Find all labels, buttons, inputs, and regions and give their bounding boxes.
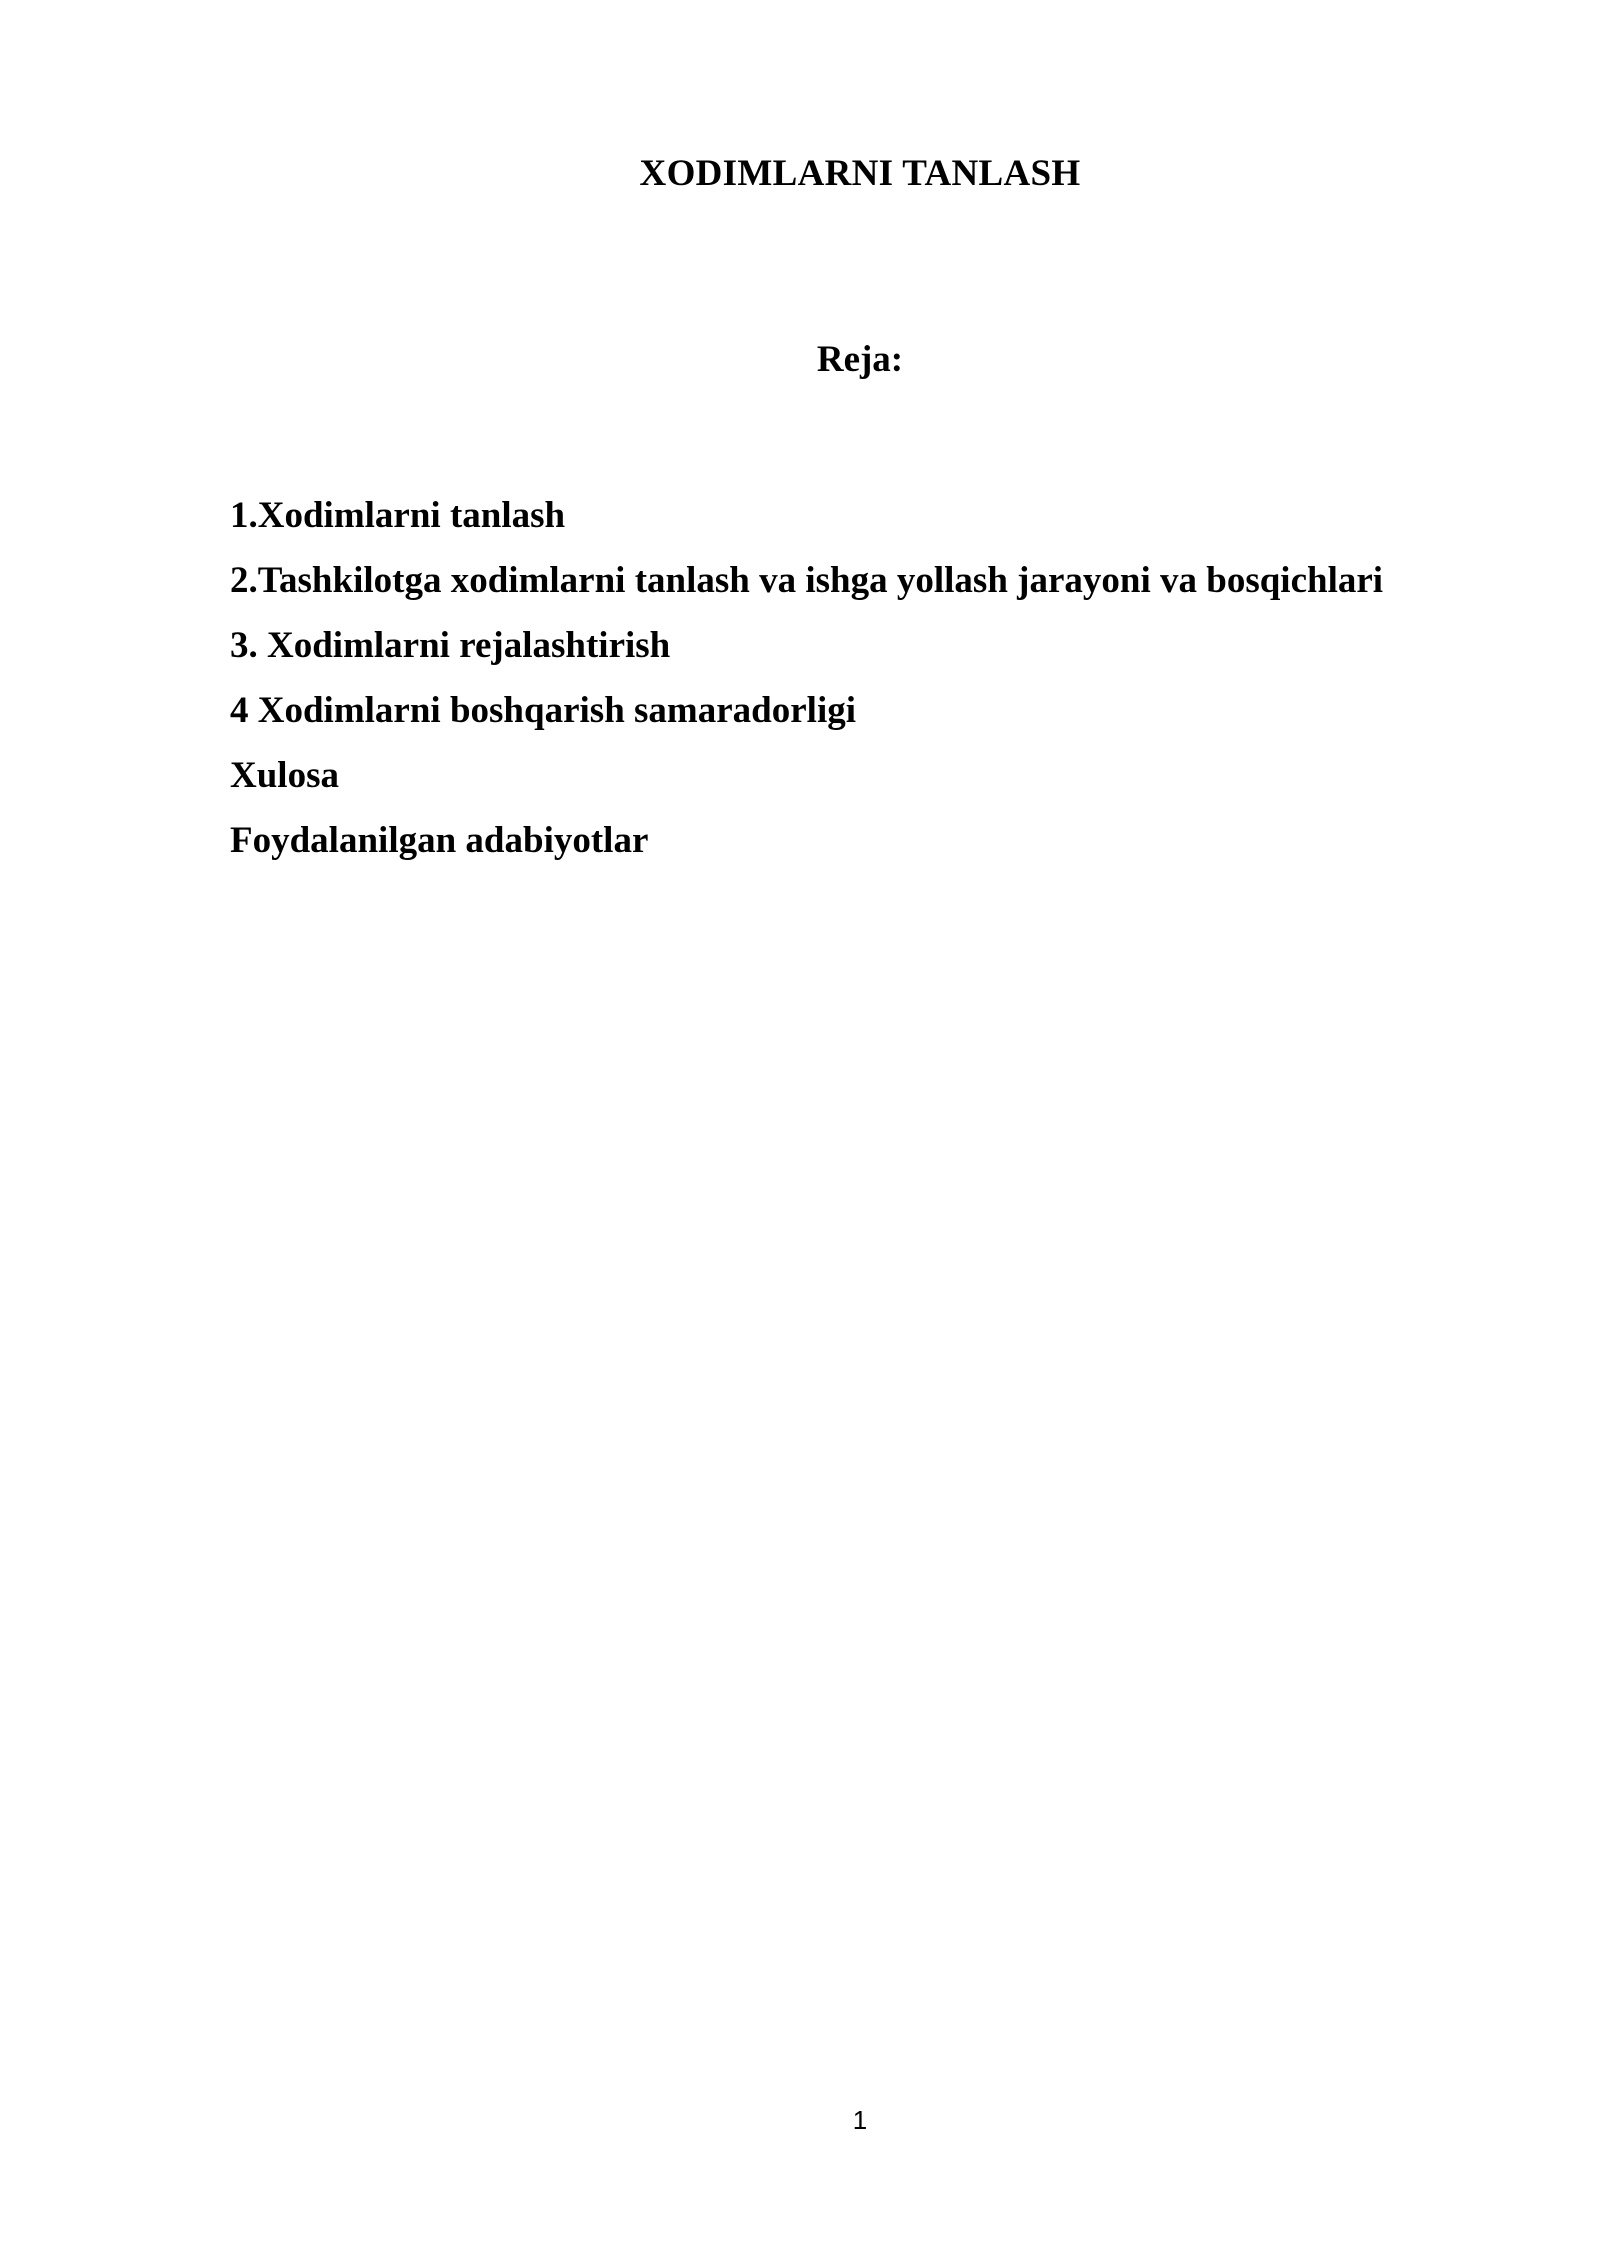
plan-item-4: 4 Xodimlarni boshqarish samaradorligi [230,690,857,731]
plan-heading: Reja: [816,339,904,380]
plan-item-1: 1.Xodimlarni tanlash [230,495,566,536]
plan-list [230,488,1383,878]
plan-item-conclusion: Xulosa [230,755,339,796]
document-title: XODIMLARNI TANLASH [639,153,1081,194]
plan-item-references: Foydalanilgan adabiyotlar [230,820,649,861]
plan-item-2: 2.Tashkilotga xodimlarni tanlash va ishga yollash jarayoni va bosqichlari [230,560,1384,601]
page-number: 1 [852,2105,868,2135]
plan-item-3: 3. Xodimlarni rejalashtirish [230,625,671,666]
